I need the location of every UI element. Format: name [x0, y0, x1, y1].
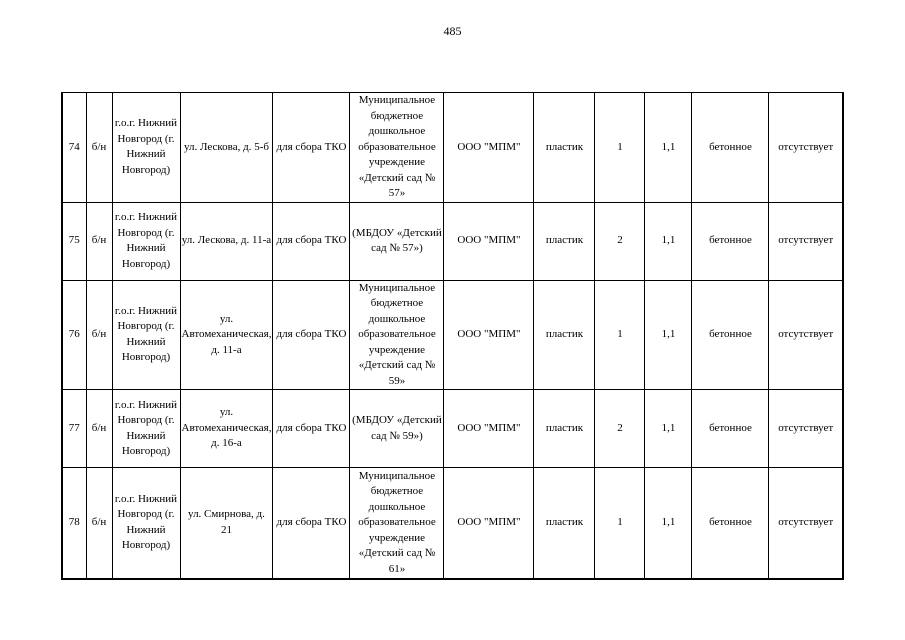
cell-count: 1: [595, 280, 645, 390]
cell-municipality: г.о.г. Нижний Новгород (г. Нижний Новгород): [112, 202, 180, 280]
cell-address: ул. Лескова, д. 11-а: [180, 202, 273, 280]
cell-num: 77: [62, 390, 86, 468]
cell-reg: б/н: [86, 468, 112, 579]
cell-surface: бетонное: [692, 93, 769, 203]
cell-material: пластик: [534, 202, 595, 280]
table-row: [62, 202, 843, 280]
cell-operator: ООО "МПМ": [444, 468, 534, 579]
table-row: [62, 280, 843, 390]
cell-address: ул. Автомеханическая, д. 16-а: [180, 390, 273, 468]
cell-operator: ООО "МПМ": [444, 93, 534, 203]
cell-address: ул. Автомеханическая, д. 11-а: [180, 280, 273, 390]
cell-purpose: для сбора ТКО: [273, 202, 350, 280]
cell-count: 2: [595, 202, 645, 280]
page-number: 485: [443, 24, 462, 38]
table-row: [62, 468, 843, 579]
cell-fence: отсутствует: [769, 280, 843, 390]
cell-municipality: г.о.г. Нижний Новгород (г. Нижний Новгород): [112, 390, 180, 468]
cell-owner: Муниципальное бюджетное дошкольное образовательное учреждение «Детский сад № 61»: [350, 468, 444, 579]
cell-fence: отсутствует: [769, 468, 843, 579]
cell-address: ул. Смирнова, д. 21: [180, 468, 273, 579]
table-row: [62, 93, 843, 203]
cell-num: 76: [62, 280, 86, 390]
waste-sites-table: [61, 92, 844, 580]
cell-purpose: для сбора ТКО: [273, 390, 350, 468]
cell-purpose: для сбора ТКО: [273, 280, 350, 390]
cell-surface: бетонное: [692, 202, 769, 280]
cell-reg: б/н: [86, 93, 112, 203]
cell-surface: бетонное: [692, 390, 769, 468]
table-row: [62, 390, 843, 468]
cell-address: ул. Лескова, д. 5-б: [180, 93, 273, 203]
cell-owner: (МБДОУ «Детский сад № 59»): [350, 390, 444, 468]
cell-count: 2: [595, 390, 645, 468]
cell-owner: Муниципальное бюджетное дошкольное образовательное учреждение «Детский сад № 57»: [350, 93, 444, 203]
cell-municipality: г.о.г. Нижний Новгород (г. Нижний Новгород): [112, 93, 180, 203]
cell-material: пластик: [534, 93, 595, 203]
cell-reg: б/н: [86, 390, 112, 468]
cell-count: 1: [595, 468, 645, 579]
cell-count: 1: [595, 93, 645, 203]
cell-operator: ООО "МПМ": [444, 280, 534, 390]
cell-volume: 1,1: [645, 93, 692, 203]
cell-surface: бетонное: [692, 280, 769, 390]
cell-num: 74: [62, 93, 86, 203]
cell-volume: 1,1: [645, 390, 692, 468]
cell-fence: отсутствует: [769, 202, 843, 280]
cell-material: пластик: [534, 280, 595, 390]
cell-volume: 1,1: [645, 280, 692, 390]
cell-reg: б/н: [86, 280, 112, 390]
cell-owner: Муниципальное бюджетное дошкольное образовательное учреждение «Детский сад № 59»: [350, 280, 444, 390]
cell-owner: (МБДОУ «Детский сад № 57»): [350, 202, 444, 280]
cell-surface: бетонное: [692, 468, 769, 579]
cell-material: пластик: [534, 390, 595, 468]
cell-fence: отсутствует: [769, 390, 843, 468]
cell-municipality: г.о.г. Нижний Новгород (г. Нижний Новгород): [112, 280, 180, 390]
cell-num: 75: [62, 202, 86, 280]
cell-material: пластик: [534, 468, 595, 579]
cell-municipality: г.о.г. Нижний Новгород (г. Нижний Новгород): [112, 468, 180, 579]
cell-fence: отсутствует: [769, 93, 843, 203]
cell-volume: 1,1: [645, 468, 692, 579]
cell-purpose: для сбора ТКО: [273, 468, 350, 579]
cell-purpose: для сбора ТКО: [273, 93, 350, 203]
cell-operator: ООО "МПМ": [444, 202, 534, 280]
cell-reg: б/н: [86, 202, 112, 280]
cell-volume: 1,1: [645, 202, 692, 280]
cell-operator: ООО "МПМ": [444, 390, 534, 468]
cell-num: 78: [62, 468, 86, 579]
